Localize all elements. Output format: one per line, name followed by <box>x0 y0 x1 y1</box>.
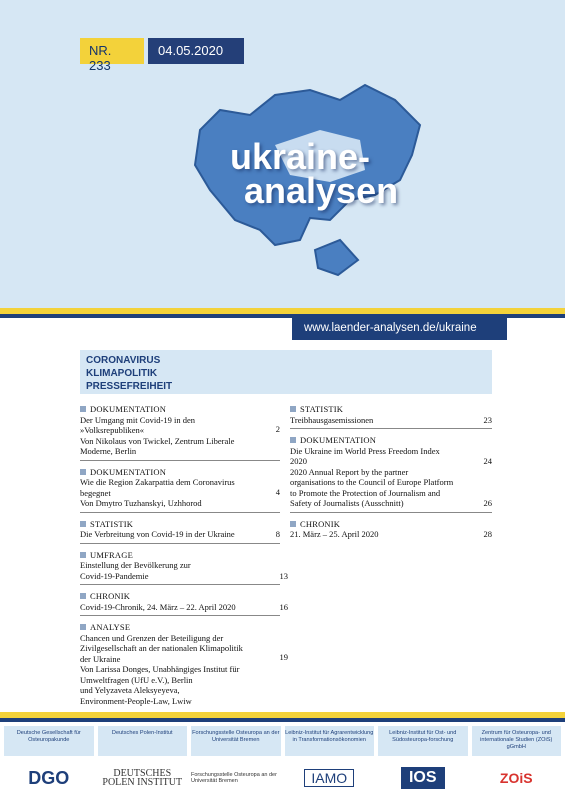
toc-page: 4 <box>275 487 280 497</box>
toc-category: STATISTIK <box>90 518 134 529</box>
toc-category: STATISTIK <box>300 404 344 414</box>
toc-page: 16 <box>279 601 288 612</box>
partner-name: Leibniz-Institut für Ost- und Südosteuropa-forschung <box>378 726 468 756</box>
toc-line: organisations to the Council of Europe Platform <box>290 477 454 487</box>
dpi-logo: DEUTSCHES POLEN INSTITUT <box>102 768 183 788</box>
topics-box <box>80 350 492 394</box>
toc-entry[interactable] <box>290 435 492 513</box>
zois-logo: ZOiS <box>499 770 533 786</box>
toc-line: Die Ukraine im World Press Freedom Index <box>290 445 440 456</box>
toc-line: Covid-19-Pandemie <box>80 570 149 581</box>
toc-page: 23 <box>483 414 492 425</box>
toc-line: to Promote the Protection of Journalism and <box>290 487 441 498</box>
toc-entry[interactable] <box>290 519 492 543</box>
toc-line: 21. März – 25. April 2020 <box>290 529 379 539</box>
brand-line-2: analysen <box>244 170 399 211</box>
toc-page: 2 <box>275 424 280 434</box>
toc-category: CHRONIK <box>90 591 131 601</box>
partner-dgo[interactable] <box>4 726 94 800</box>
partner-name: Deutsche Gesellschaft für Osteuropakunde <box>4 726 94 756</box>
partner-iamo[interactable] <box>285 726 375 800</box>
toc-line: Der Umgang mit Covid-19 in den <box>80 414 195 425</box>
bullet-square-icon <box>80 624 86 630</box>
issue-date: 04.05.2020 <box>148 38 244 64</box>
partner-dpi[interactable] <box>98 726 188 800</box>
toc-line: Umweltfragen (UfU e.V.), Berlin <box>80 674 193 685</box>
issue-number: NR. 233 <box>80 38 144 64</box>
toc-entry[interactable] <box>290 404 492 429</box>
website-url[interactable]: www.laender-analysen.de/ukraine <box>292 318 507 340</box>
toc-entry[interactable] <box>80 549 288 586</box>
partner-name: Leibniz-Institut für Agrarentwicklung in Transformationsökonomien <box>285 726 375 756</box>
toc-page: 19 <box>279 651 288 662</box>
bullet-square-icon <box>80 521 86 527</box>
toc-category: ANALYSE <box>90 622 131 632</box>
partner-fso[interactable] <box>191 726 281 800</box>
toc-entry[interactable] <box>80 622 288 709</box>
toc-page: 26 <box>483 498 492 508</box>
toc-entry[interactable] <box>80 591 288 616</box>
toc-page: 28 <box>483 529 492 539</box>
topic: CORONAVIRUS <box>86 355 161 366</box>
toc-line: Wie die Region Zakarpattia dem Coronavirus <box>80 477 235 487</box>
partner-zois[interactable] <box>472 726 562 800</box>
bullet-square-icon <box>290 521 296 527</box>
toc-line: Von Larissa Donges, Unabhängiges Institut für <box>80 664 240 674</box>
toc-entry[interactable] <box>80 519 280 544</box>
toc-line: 2020 <box>290 456 307 466</box>
toc-line: Treibhausgasemissionen <box>290 414 374 425</box>
toc-left-column <box>80 404 288 715</box>
issue-box <box>80 38 244 73</box>
toc-line: der Ukraine <box>80 653 121 664</box>
toc-page: 8 <box>275 529 280 539</box>
toc-line: Moderne, Berlin <box>80 446 137 456</box>
partner-ios[interactable] <box>378 726 468 800</box>
ios-logo: IOS <box>401 767 445 789</box>
partner-name: Zentrum für Osteuropa- und internationale Studien (ZOiS) gGmbH <box>472 726 562 756</box>
toc-line: Safety of Journalists (Ausschnitt) <box>290 498 404 508</box>
toc-category: DOKUMENTATION <box>90 466 167 477</box>
brand-title <box>230 136 399 211</box>
toc-category: CHRONIK <box>300 518 341 529</box>
toc-line: Einstellung der Bevölkerung zur <box>80 560 191 570</box>
toc-line: Environment-People-Law, Lwiw <box>80 695 192 706</box>
toc-category: UMFRAGE <box>90 549 133 560</box>
topic: PRESSEFREIHEIT <box>86 381 173 392</box>
toc-page: 24 <box>483 456 492 466</box>
brand-line-1: ukraine- <box>230 136 371 177</box>
toc-category: DOKUMENTATION <box>300 435 377 445</box>
header <box>0 0 565 308</box>
toc-line: Die Verbreitung von Covid-19 in der Ukraine <box>80 529 235 539</box>
toc-entry[interactable] <box>80 467 280 513</box>
bullet-square-icon <box>290 406 296 412</box>
toc-line: Von Dmytro Tuzhanskyi, Uzhhorod <box>80 498 202 508</box>
toc-line: »Volksrepubliken« <box>80 425 145 435</box>
topic: KLIMAPOLITIK <box>86 368 158 379</box>
partner-name: Deutsches Polen-Institut <box>98 726 188 756</box>
toc-line: Von Nikolaus von Twickel, Zentrum Liberale <box>80 435 235 446</box>
toc-line: Zivilgesellschaft an der nationalen Klimapolitik <box>80 643 243 653</box>
partner-name: Forschungsstelle Osteuropa an der Universität Bremen <box>191 726 281 756</box>
toc-entry[interactable] <box>80 404 280 461</box>
dgo-logo: DGO <box>28 767 70 788</box>
bullet-square-icon <box>290 437 296 443</box>
toc-line: begegnet <box>80 487 111 498</box>
iamo-logo: IAMO <box>304 769 354 787</box>
toc-category: DOKUMENTATION <box>90 404 167 414</box>
bullet-square-icon <box>80 469 86 475</box>
bullet-square-icon <box>80 593 86 599</box>
partners-footer <box>0 726 565 800</box>
toc-line: und Yelyzaveta Aleksyeyeva, <box>80 685 180 695</box>
stripe-navy <box>0 718 565 722</box>
bullet-square-icon <box>80 406 86 412</box>
toc-page: 13 <box>279 570 288 581</box>
bullet-square-icon <box>80 552 86 558</box>
fso-logo: Forschungsstelle Osteuropa an der Universität Bremen <box>191 772 277 784</box>
toc-line: 2020 Annual Report by the partner <box>290 466 409 477</box>
toc-line: Chancen und Grenzen der Beteiligung der <box>80 632 224 643</box>
toc-line: Covid-19-Chronik, 24. März – 22. April 2020 <box>80 601 236 612</box>
toc-right-column <box>290 404 492 549</box>
